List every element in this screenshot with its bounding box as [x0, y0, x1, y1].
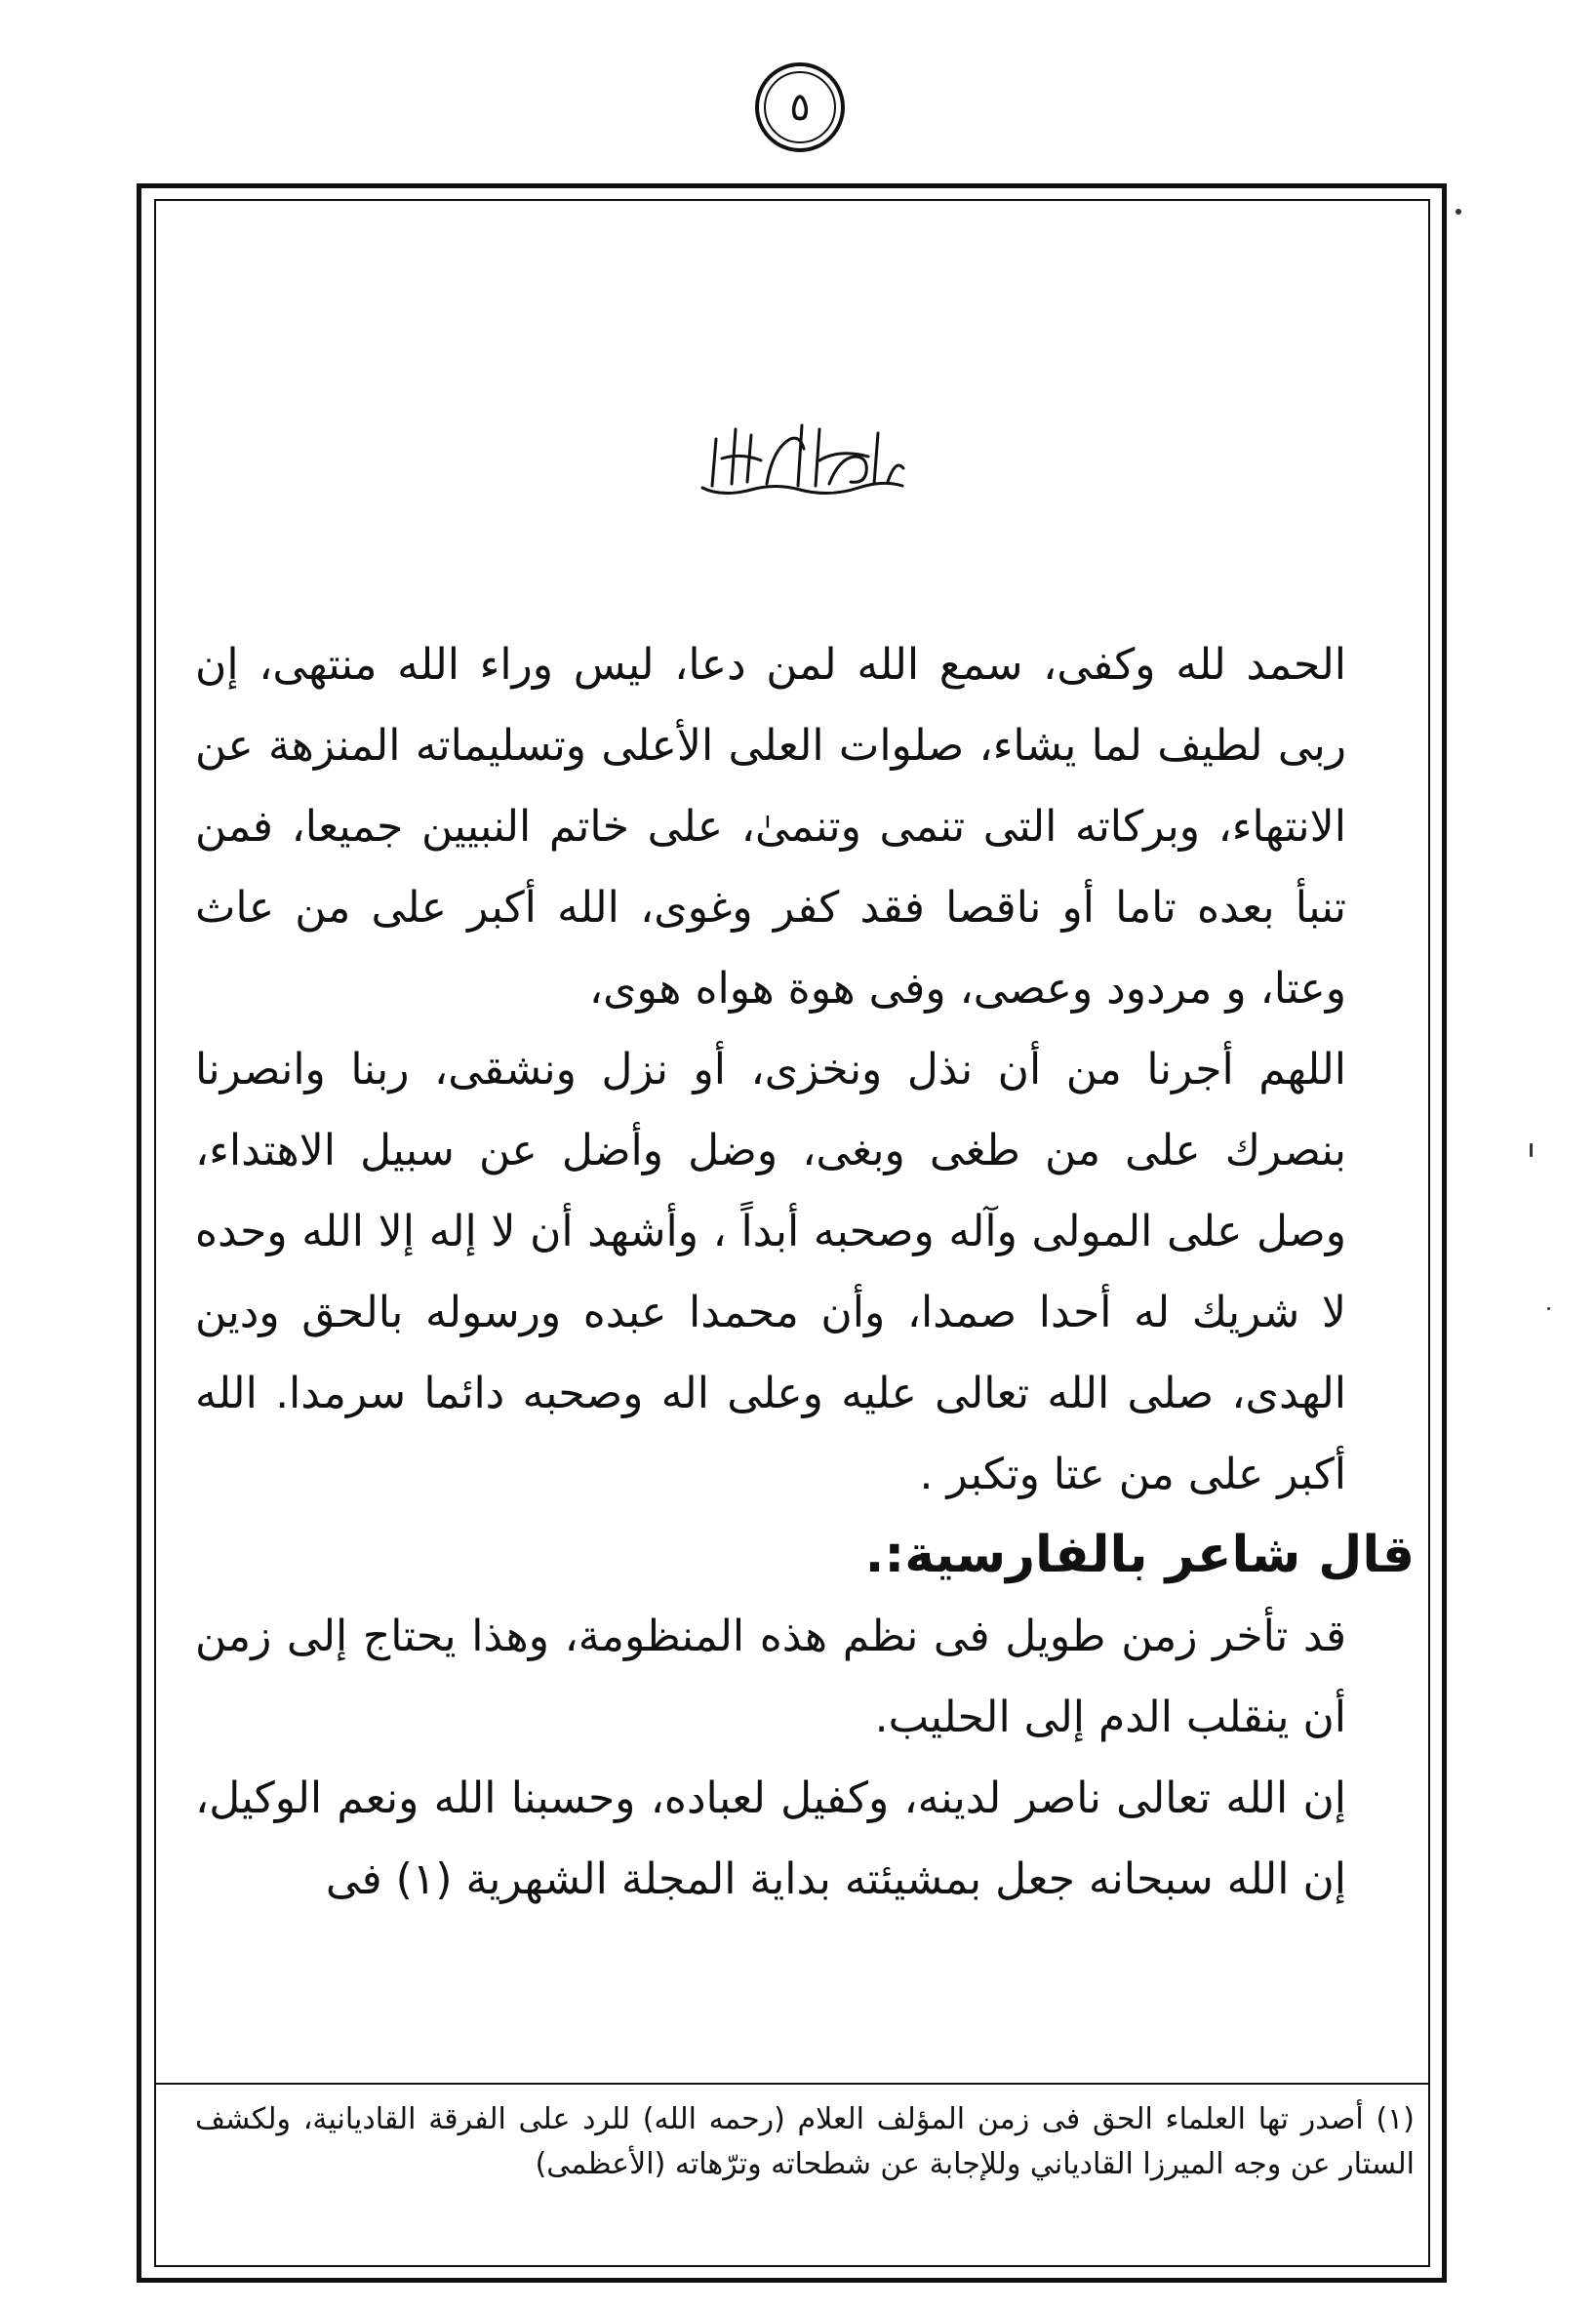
paragraph-4: إن الله تعالى ناصر لدينه، وكفيل لعباده، وحسبنا الله ونعم الوكيل، إن الله سبحانه جعل بمشيئته بداية المجلة الشهرية (١) فى	[195, 1773, 1346, 1904]
margin-speck	[1530, 1143, 1533, 1157]
basmala-label: بسم الله الرحمن الرحيم	[794, 509, 806, 510]
margin-speck	[1456, 209, 1461, 215]
footnote: (١) أصدر تها العلماء الحق فى زمن المؤلف العلام (رحمه الله) للرد على الفرقة القاديانية، ولكشف الستار عن وجه الميرزا القادياني وللإجابة عن شطحاته وترّهاته (الأعظمى)	[195, 2102, 1415, 2181]
paragraph-2: اللهم أجرنا من أن نذل ونخزى، أو نزل ونشقى، ربنا وانصرنا بنصرك على من طغى وبغى، وضل وأضل عن سبيل الاهتداء، وصل على المولى وآله وصحبه أبداً ، وأشهد أن لا إله إلا الله وحده لا شريك له أحدا صمدا، وأن محمدا عبده ورسوله بالحق ودين الهدى، صلى الله تعالى عليه وعلى اله وصحبه دائما سرمدا. الله أكبر على من عتا وتكبر .	[195, 1045, 1346, 1499]
body-text	[195, 624, 1415, 1920]
paragraph-3: قد تأخر زمن طويل فى نظم هذه المنظومة، وهذا يحتاج إلى زمن أن ينقلب الدم إلى الحليب.	[195, 1612, 1346, 1742]
margin-speck	[1547, 1307, 1550, 1310]
basmala-calligraphy-icon	[683, 400, 917, 517]
paragraph-1: الحمد لله وكفى، سمع الله لمن دعا، ليس وراء الله منتهى، إن ربى لطيف لما يشاء، صلوات العلى الأعلى وتسليماته المنزهة عن الانتهاء، وبركاته التى تنمى وتنمىٰ، على خاتم النبيين جميعا، فمن تنبأ بعده تاما أو ناقصا فقد كفر وغوى، الله أكبر على من عاث وعتا، و مردود وعصى، وفى هوة هواه هوى،	[195, 640, 1346, 1014]
basmala-calligraphy	[683, 400, 917, 517]
page-number: ٥	[789, 85, 811, 130]
footnote-divider	[154, 2083, 1430, 2085]
page-number-medallion	[751, 59, 849, 156]
section-heading: قال شاعر بالفارسية:.	[864, 1526, 1415, 1584]
